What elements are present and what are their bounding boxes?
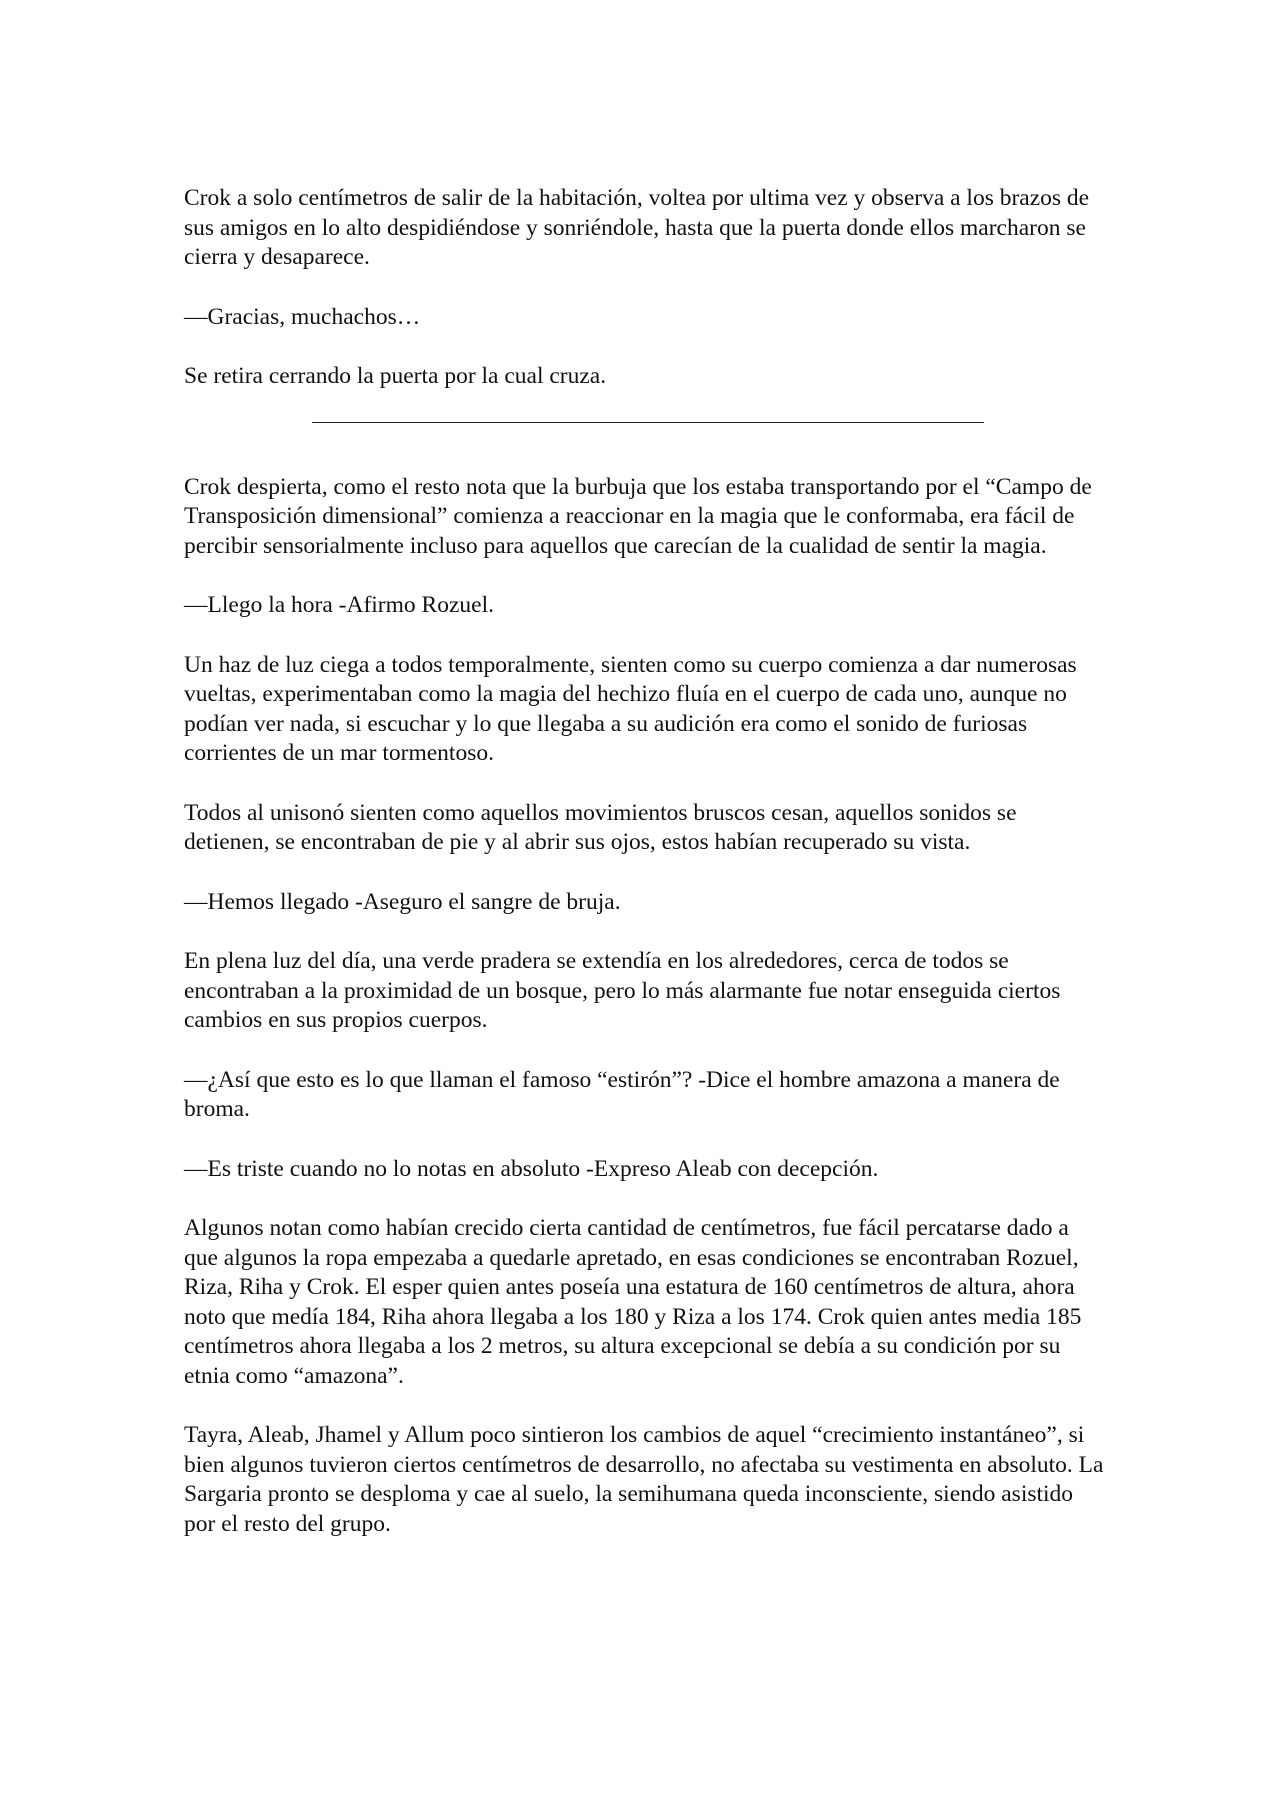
scene-separator [312,422,984,423]
paragraph: —Hemos llegado -Aseguro el sangre de bruja. [184,888,621,915]
paragraph: Un haz de luz ciega a todos temporalmente, sienten como su cuerpo comienza a dar numerosas vueltas, experimentaban como la magia del hechizo fluía en el cuerpo de cada uno, aunque no podían ver nada, si escuchar y lo que llegaba a su audición era como el sonido de furiosas corrientes de un mar tormentoso. [184,651,1077,766]
paragraph: —Gracias, muchachos… [184,303,421,330]
document-page [184,184,1104,1569]
paragraph: Crok a solo centímetros de salir de la habitación, voltea por ultima vez y observa a los brazos de sus amigos en lo alto despidiéndose y sonriéndole, hasta que la puerta donde ellos marcharon se cierra y desaparece. [184,185,1090,270]
paragraph: —Es triste cuando no lo notas en absoluto -Expreso Aleab con decepción. [184,1155,879,1182]
paragraph: Algunos notan como habían crecido cierta cantidad de centímetros, fue fácil percatarse dado a que algunos la ropa empezaba a quedarle apretado, en esas condiciones se encontraban Rozuel, Riza, Riha y Crok. El esper quien antes poseía una estatura de 160 centímetros de altura, ahora noto que medía 184, Riha ahora llegaba a los 180 y Riza a los 174. Crok quien antes media 185 centímetros ahora llegaba a los 2 metros, su altura excepcional se debía a su condición por su etnia como “amazona”. [184,1215,1082,1389]
paragraph: Tayra, Aleab, Jhamel y Allum poco sintieron los cambios de aquel “crecimiento instantáneo”, si bien algunos tuvieron ciertos centímetros de desarrollo, no afectaba su vestimenta en absoluto. La Sargaria pronto se desploma y cae al suelo, la semihumana queda inconsciente, siendo asistido por el resto del grupo. [184,1422,1104,1537]
paragraph: —¿Así que esto es lo que llaman el famoso “estirón”? -Dice el hombre amazona a manera de broma. [184,1066,1060,1122]
paragraph: —Llego la hora -Afirmo Rozuel. [184,592,494,618]
paragraph: Todos al unisonó sienten como aquellos movimientos bruscos cesan, aquellos sonidos se detienen, se encontraban de pie y al abrir sus ojos, estos habían recuperado su vista. [184,799,1017,855]
paragraph: En plena luz del día, una verde pradera se extendía en los alrededores, cerca de todos se encontraban a la proximidad de un bosque, pero lo más alarmante fue notar enseguida ciertos cambios en sus propios cuerpos. [184,948,1061,1033]
paragraph: Crok despierta, como el resto nota que la burbuja que los estaba transportando por el “Campo de Transposición dimensional” comienza a reaccionar en la magia que le conformaba, era fácil de percibir sensorialmente incluso para aquellos que carecían de la cualidad de sentir la magia. [184,473,1092,559]
paragraph: Se retira cerrando la puerta por la cual cruza. [184,363,607,389]
